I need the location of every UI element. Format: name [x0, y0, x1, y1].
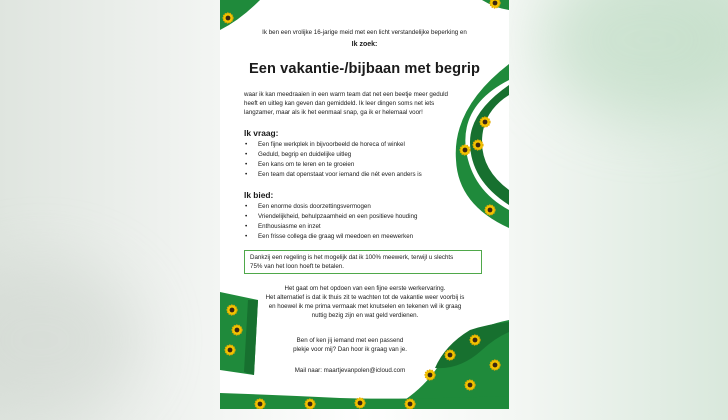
ask-heading: Ik vraag: — [244, 128, 279, 138]
question-paragraph — [250, 336, 450, 354]
looking-for-label: Ik zoek: — [351, 41, 378, 48]
list-item: • Een kans om te leren en te groeien — [244, 160, 444, 170]
list-item: • Een enorme dosis doorzettingsvermogen — [244, 202, 444, 212]
regeling-box — [244, 250, 482, 274]
question-line: Ben of ken jij iemand met een passend — [296, 337, 404, 344]
list-item: • Een team dat openstaat voor iemand die nét even anders is — [244, 170, 444, 180]
experience-paragraph — [254, 284, 476, 320]
offer-list — [244, 202, 444, 242]
description-line: langzamer, maar als ik het eenmaal snap, ga ik er helemaal voor! — [244, 109, 423, 116]
experience-line: nuttig bezig zijn en wat geld verdienen. — [311, 312, 419, 319]
description-line: waar ik kan meedraaien in een warm team dat net een beetje meer geduld — [244, 91, 448, 98]
regeling-line: Dankzij een regeling is het mogelijk dat ik 100% meewerk, terwijl u slechts — [250, 254, 454, 261]
experience-line: Het gaat om het opdoen van een fijne eerste werkervaring. — [284, 285, 446, 292]
ask-list — [244, 140, 444, 180]
list-item: • Geduld, begrip en duidelijke uitleg — [244, 150, 444, 160]
regeling-line: 75% van het loon hoeft te betalen. — [250, 262, 344, 270]
list-item: • Een fijne werkplek in bijvoorbeeld de horeca of winkel — [244, 140, 444, 150]
experience-line: en hoewel ik me prima vermaak met knutselen en tekenen wil ik graag — [268, 303, 462, 310]
experience-line: Het alternatief is dat ik thuis zit te wachten tot de vakantie weer voorbij is — [265, 294, 465, 301]
list-item: • Vriendelijkheid, behulpzaamheid en een positieve houding — [244, 212, 444, 222]
list-item: • Een frisse collega die graag wil meedoen en meewerken — [244, 232, 444, 242]
list-item: • Enthousiasme en inzet — [244, 222, 444, 232]
intro-text: Ik ben een vrolijke 16-jarige meid met een licht verstandelijke beperking en — [262, 29, 467, 36]
description-line: heeft en uitleg kan geven dan gemiddeld. Ik leer dingen soms net iets — [244, 100, 435, 107]
offer-heading: Ik bied: — [244, 190, 274, 200]
question-line: plekje voor mij? Dan hoor ik graag van je. — [293, 346, 407, 353]
mail-line[interactable]: Mail naar: maartjevanpolen@icloud.com — [294, 367, 406, 374]
flyer-page — [220, 0, 509, 409]
headline: Een vakantie-/bijbaan met begrip — [248, 61, 481, 77]
description-paragraph — [244, 90, 476, 117]
